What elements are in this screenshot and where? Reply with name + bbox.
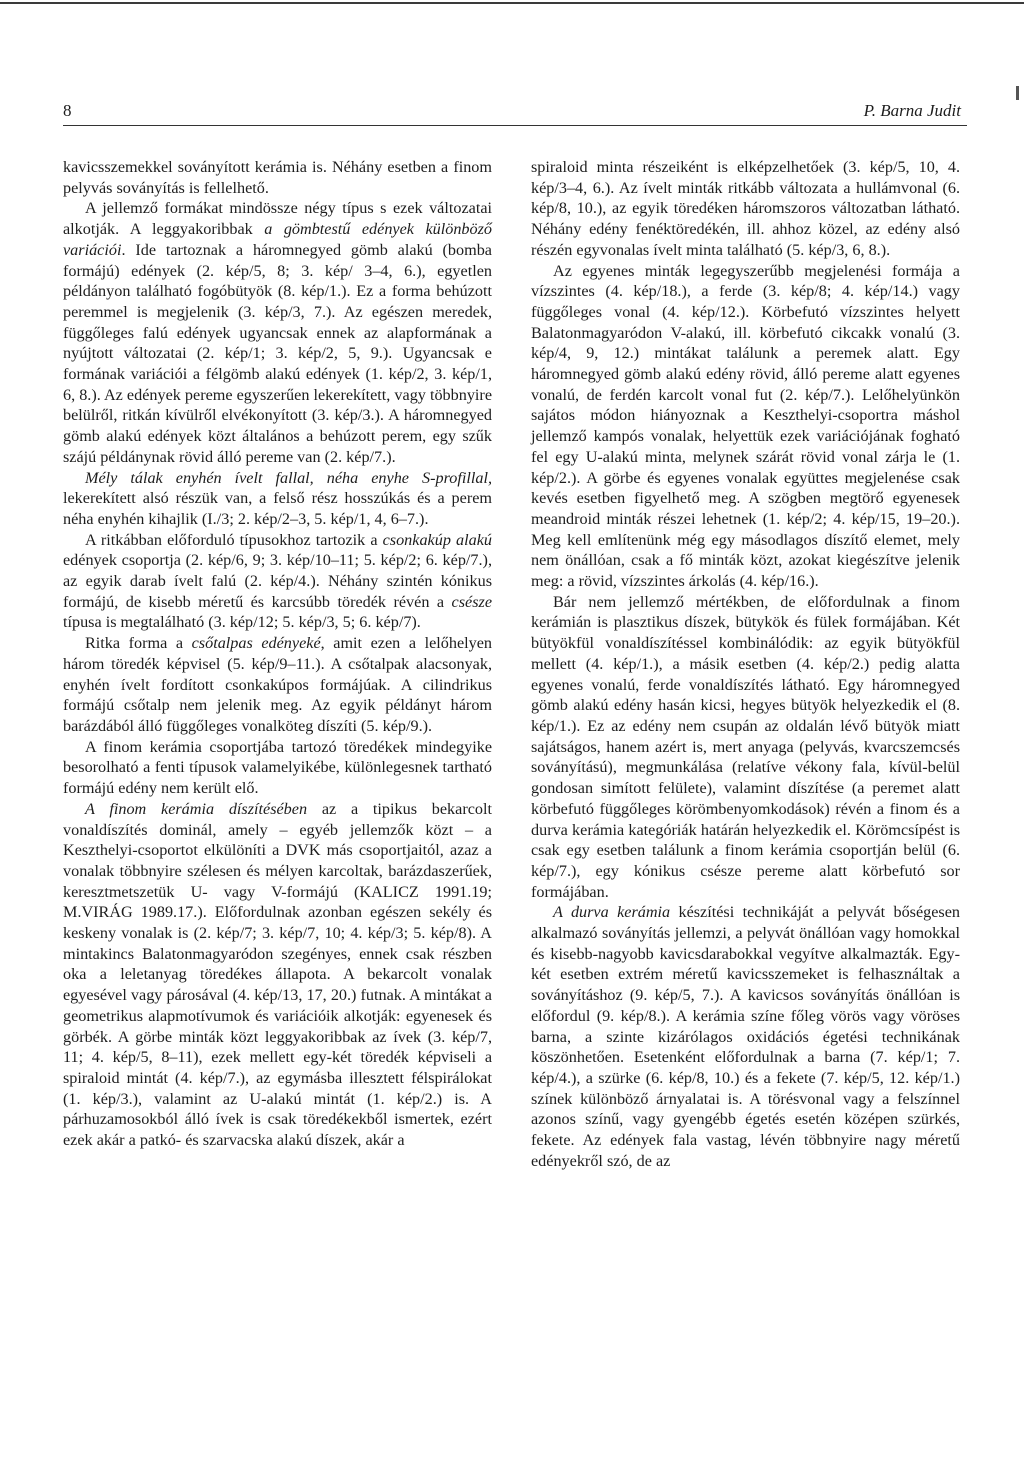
italic-term: csőtalpas edényeké: [191, 634, 321, 653]
text-run: , amit ezen a lelőhelyen három töredék képvisel (5. kép/9–11.). A csőtalpak alacsonyak, enyhén ívelt fordított csonkakúpos formájúak. A cilindrikus formájú csőtalp nem jelenik meg. Az egyik példányt három barázdából álló függőleges vonalköteg díszíti (5. kép/9.).: [63, 634, 493, 735]
text-run: Az egyenes minták legegyszerűbb megjelenési formája a vízszintes (4. kép/18.), a ferde (3. kép/8; 4. kép/14.) vagy függőleges vonal (4. kép/12.). Körbefutó vízszintes helyett Balatonmagyaródon V-alakú, ill. körbefutó cikcakk vonalú (3. kép/4, 9, 12.) mintákat találunk a peremek alatt. Egy háromnegyed gömb alakú edény rövid, álló pereme alatt egyenes vonalú, de ferdén karcolt vonal fut (2. kép/7.). Lelőhelyünkön sajátos módon hiányoznak a Keszthelyi-csoportra máshol jellemző kampós vonalak, helyettük ezek variációjának fogható fel egy U-alakú minta, melynek szárát rövid vonal zárja le (1. kép/2.). A görbe és egyenes vonalak együttes megjelenése csak kevés esetben figyelhető meg. A szögben megtörő egyenesek meandroid minták részei lehetnek (1. kép/2; 4. kép/15, 19–20.). Meg kell említenünk még egy másodlagos díszítő elemet, mely nem önállóan, csak a fő minták közt, azokat kiegészítve jelenik meg: a rövid, vízszintes árkolás (4. kép/16.).: [531, 261, 960, 591]
text-run: . Ide tartoznak a háromnegyed gömb alakú (bomba formájú) edények (2. kép/5, 8; 3. kép/ 3–4, 6.), egyetlen példányon található fogóbütyök (8. kép/1.). Ez a forma behúzott peremmel is megjelenik (3. kép/3, 7.). Az egészen meredek, függőleges falú edények ugyancsak ennek az alapformának a nyújtott változatai (2. kép/1; 3. kép/2, 5, 9.). Ugyancsak e formának variációi a félgömb alakú edények (1. kép/2, 3. kép/1, 6, 8.). Az edények pereme egyszerűen lekerekített, vagy többnyire belülről, ritkán kívülről elvékonyított (3. kép/3.). A háromnegyed gömb alakú edények közt általános a behúzott perem, egy szűk szájú példánynak rövid álló pereme van (2. kép/7.).: [63, 240, 492, 466]
text-run: edények csoportja (2. kép/6, 9; 3. kép/10–11; 5. kép/2; 6. kép/7.), az egyik darab ívelt falú (2. kép/4.). Néhány szintén kónikus formájú, de kisebb méretű és karcsúbb töredék révén a: [63, 551, 492, 611]
italic-term: Mély tálak enyhén ívelt fallal, néha enyhe S-profillal,: [85, 468, 492, 487]
paragraph: [63, 468, 492, 530]
page-header: [63, 101, 967, 126]
paragraph: [531, 902, 960, 1171]
scan-edge-rule: [0, 2, 1024, 4]
italic-term: a gömbtestű edények különböző variációi: [63, 220, 492, 259]
italic-term: A finom kerámia díszítésében: [85, 799, 308, 818]
paragraph: [63, 198, 492, 467]
paragraph: [63, 157, 492, 198]
italic-term: A durva kerámia: [553, 903, 671, 922]
left-text-column: [63, 157, 492, 1151]
right-text-column: [531, 157, 960, 1171]
text-run: Bár nem jellemző mértékben, de előfordulnak a finom kerámián is plasztikus díszek, bütykök és fülek formájában. Két bütyökfül vonaldíszítéssel kombinálódik: az egyik bütyökfül mellett (4. kép/1.), a másik esetben (4. kép/2.) pedig alatta egyenes vonalú, ferde vonaldíszítés látható. Egy háromnegyed gömb alakú edény hasán kicsi, hegyes bütyök helyezkedik el (8. kép/1.). Ez az edény nem csupán az oldalán lévő bütyök miatt sajátságos, hanem azért is, mert anyaga (pelyvás, kvarcszemcsés soványítású), megmunkálása (relatíve vékony fala, kívül-belül gondosan simított felülete), valamint díszítése (a peremet alatt körbefutó függőleges körömbenyomkodások) révén a finom és a durva kerámia kategóriák határán helyezkedik el. Körömcsípést is csak egy esetben találunk a finom kerámia csoportján belül (6. kép/7.), egy kónikus csésze pereme alatt körbefutó sor formájában.: [531, 592, 960, 901]
text-run: A finom kerámia csoportjába tartozó töredékek mindegyike besorolható a fenti típusok valamelyikébe, különlegesnek tartható formájú edény nem került elő.: [63, 737, 492, 798]
text-run: A ritkábban előforduló típusokhoz tartozik a: [85, 530, 383, 549]
italic-term: csonkakúp alakú: [382, 530, 492, 549]
paragraph: [63, 633, 492, 737]
paragraph: [531, 592, 960, 903]
text-run: az a tipikus bekarcolt vonaldíszítés dominál, amely – egyéb jellemzők közt – a Keszthelyi-csoportot elkülöníti a DVK más csoportjaitól, azaz a vonalak többnyire szélesen és mélyen karcoltak, barázdaszerűek, keresztmetszetük U- vagy V-formájú (KALICZ 1991.19; M.VIRÁG 1989.17.). Előfordulnak azonban egészen sekély és keskeny vonalak is (2. kép/7; 3. kép/7, 10; 4. kép/3; 5. kép/8). A mintakincs Balatonmagyaródon szegényes, ennek csak részben oka a leletanyag töredékes állapota. A bekarcolt vonalak egyesével vagy párosával (4. kép/13, 17, 20.) futnak. A mintákat a geometrikus alapmotívumok és variációik alkotják: egyenesek és görbék. A görbe minták közt leggyakoribbak az ívek (3. kép/7, 11; 4. kép/5, 8–11), ezek mellett egy-két töredék képviseli a spiraloid mintát (4. kép/7.), az egymásba illesztett félspirálokat (1. kép/3.), valamint az U-alakú mintát (1. kép/2.) is. A párhuzamosokból álló ívek is csak töredékekből ismertek, ezért ezek akár a patkó- és szarvacska alakú díszek, akár a: [63, 799, 492, 1150]
text-run: spiraloid minta részeiként is elképzelhetőek (3. kép/5, 10, 4. kép/3–4, 6.). Az ívelt minták ritkább változata a hullámvonal (6. kép/8, 10.), az egyik töredéken háromszoros változatban látható. Néhány edény fenéktöredékén, ill. ahhoz közel, az edény alsó részén egyvonalas ívelt minta található (5. kép/3, 6, 8.).: [531, 158, 960, 259]
paragraph: [63, 799, 492, 1151]
paragraph: [531, 157, 960, 261]
text-run: lekerekített alsó részük van, a felső rész hosszúkás és a perem néha enyhén kihajlik (I./3; 2. kép/2–3, 5. kép/1, 4, 6–7.).: [63, 489, 492, 528]
paragraph: [63, 530, 492, 634]
text-run: kavicsszemekkel soványított kerámia is. Néhány esetben a finom pelyvás soványítás is fellelhető.: [63, 158, 492, 197]
running-head: P. Barna Judit: [863, 101, 961, 120]
italic-term: csésze: [451, 592, 492, 611]
paragraph: [531, 261, 960, 592]
text-run: készítési technikáját a pelyvát bőségesen alkalmazó soványítás jellemzi, a pelyvát önállóan vagy homokkal és kisebb-nagyobb kavicsdarabokkal vegyítve alkalmazták. Egy-két esetben extrém méretű kavicsszemeket is felhasználtak a soványításhoz (9. kép/5, 7.). A kavicsos soványítás önállóan is előfordul (9. kép/8.). A kerámia színe főleg vörös vagy vöröses barna, a szinte kizárólagos oxidációs égetési technikának köszönhetően. Esetenként előfordulnak a barna (7. kép/1; 7. kép/4.), a szürke (6. kép/8, 10.) és a fekete (7. kép/5, 12. kép/1.) színek különböző árnyalatai is. A törésvonal vagy a felszínnel azonos színű, vagy gyengébb égetés esetén középen szürkés, fekete. Az edények fala vastag, lévén többnyire nagy méretű edényekről szó, de az: [531, 903, 961, 1170]
scan-edge-mark: [1016, 86, 1019, 100]
paragraph: [63, 737, 492, 799]
text-run: Ritka forma a: [85, 634, 192, 653]
page-number: 8: [63, 101, 72, 120]
text-run: A jellemző formákat mindössze négy típus s ezek változatai alkotják. A leggyakoribbak: [63, 199, 492, 239]
text-run: típusa is megtalálható (3. kép/12; 5. kép/3, 5; 6. kép/7).: [63, 613, 421, 632]
